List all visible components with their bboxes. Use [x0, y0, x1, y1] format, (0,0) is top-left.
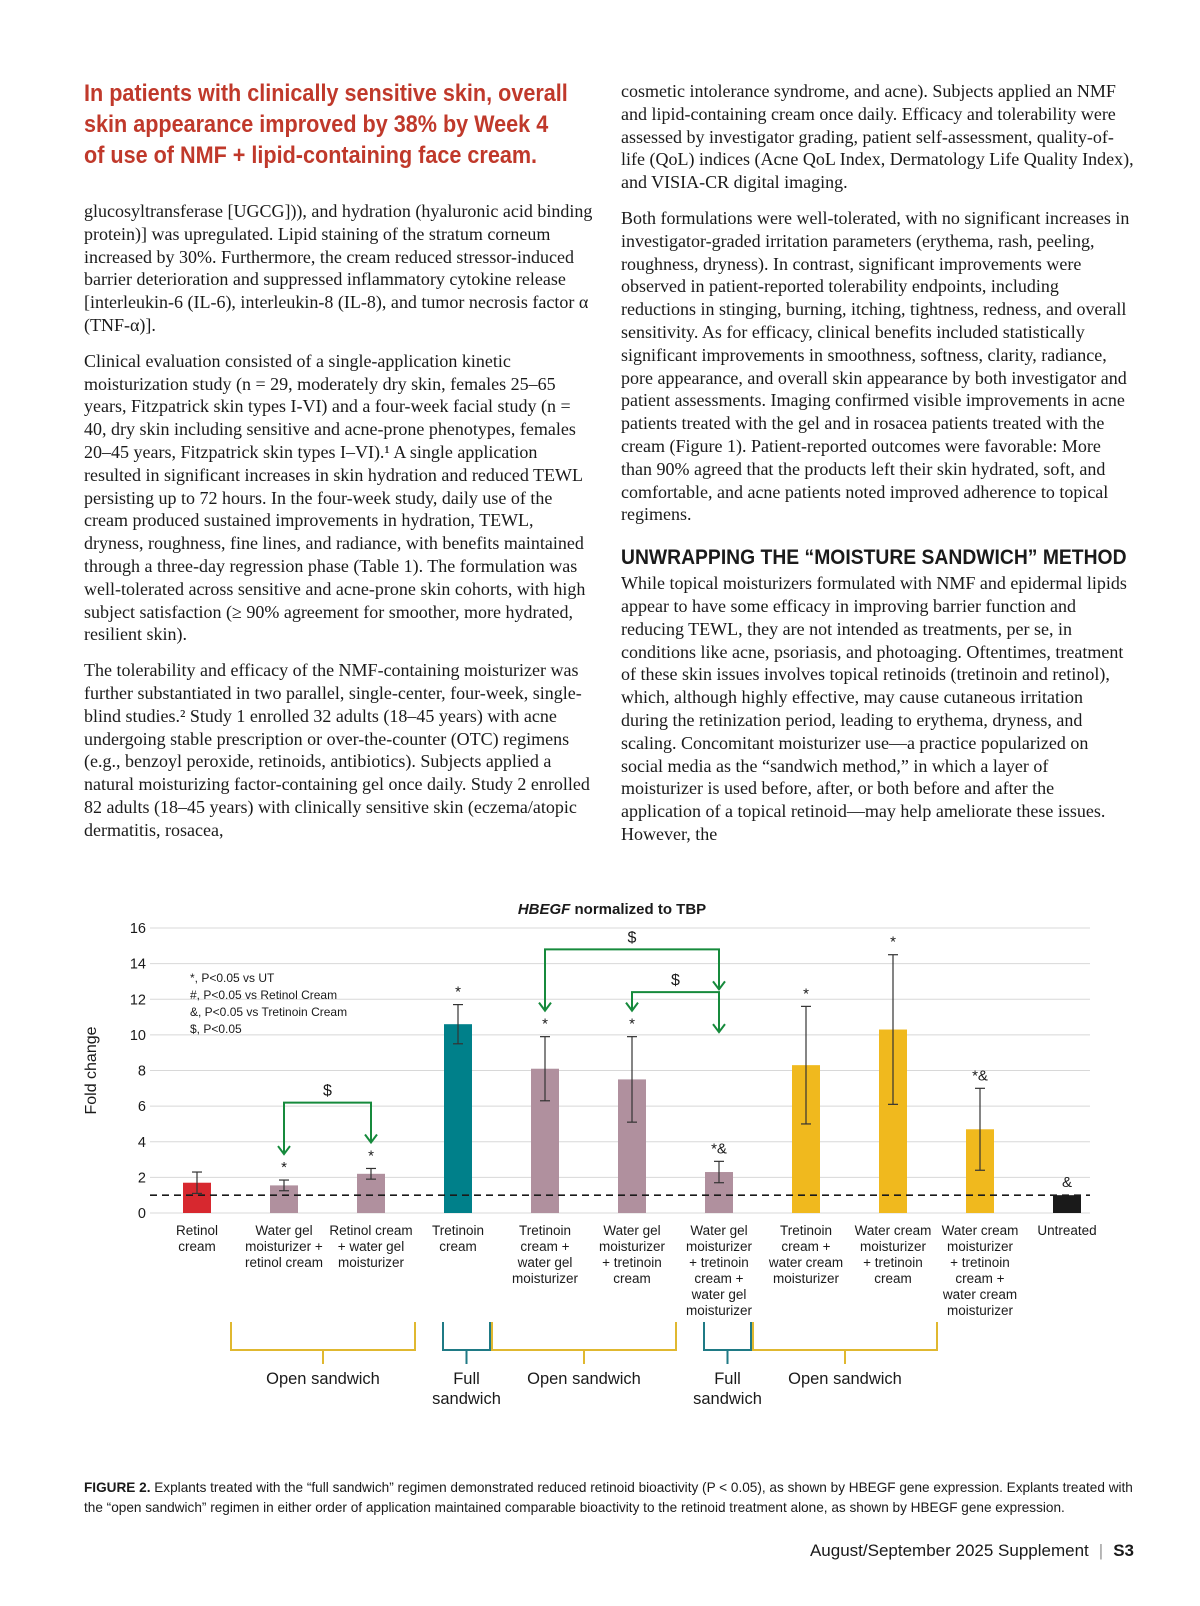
category-label: retinol cream	[244, 1255, 324, 1270]
left-paragraph-2: Clinical evaluation consisted of a single-application kinetic moisturization study (n = 29, moderately dry skin, females 25–65 years, Fitzpatrick skin types I-VI) and a four-week facial study (n = 40, dry skin including sensitive and acne-prone phenotypes, females 20–45 years, Fitzpatrick skin types I–VI).¹ A single application resulted in significant increases in skin hydration and reduced TEWL persisting up to 72 hours. In the four-week study, daily use of the cream produced sustained improvements in hydration, TEWL, dryness, roughness, fine lines, and radiance, with benefits maintained through a three-day regression phase (Table 1). The formulation was well-tolerated across sensitive and acne-prone skin cohorts, with high subject satisfaction (≥ 90% agreement for smoother, more hydrated, resilient skin).	[84, 350, 586, 645]
category-label: moisturizer	[685, 1239, 753, 1254]
footer-separator: |	[1098, 1541, 1104, 1560]
pull-quote	[84, 78, 597, 171]
bar	[1053, 1195, 1081, 1213]
significance-marker: *	[629, 1015, 635, 1033]
right-paragraph-3: While topical moisturizers formulated with NMF and epidermal lipids appear to have some efficacy in improving barrier function and reducing TEWL, they are not intended as treatments, per se, in conditions like acne, psoriasis, and photoaging. Oftentimes, treatment of these skin issues involves topical retinoids (tretinoin and retinol), which, although highly effective, may cause cutaneous irritation during the retinization period, leading to erythema, dryness, and scaling. Concomitant moisturizer use—a practice popularized on social media as the “sandwich method,” in which a layer of moisturizer is used before, after, or both before and after the application of a topical retinoid—may help ameliorate these issues. However, the	[621, 573, 1127, 844]
category-label: water gel	[691, 1287, 747, 1302]
left-column	[84, 200, 594, 855]
category-label: moisturizer	[859, 1239, 927, 1254]
footer-issue: August/September 2025 Supplement	[809, 1541, 1089, 1560]
y-tick-label: 10	[129, 1027, 146, 1044]
group-label: Full	[453, 1370, 480, 1388]
category-label: Water gel	[603, 1223, 661, 1238]
left-paragraph-3: The tolerability and efficacy of the NMF-containing moisturizer was further substantiated in two parallel, single-center, four-week, single-blind studies.² Study 1 enrolled 32 adults (18–45 years) with acne undergoing stable prescription or over-the-counter (OTC) regimens (e.g., benzoyl peroxide, retinoids, antibiotics). Subjects applied a natural moisturizing factor-containing gel once daily. Study 2 enrolled 82 adults (18–45 years) with clinically sensitive skin (eczema/atopic dermatitis, rosacea,	[84, 660, 590, 840]
caption-label: FIGURE 2.	[84, 1480, 151, 1495]
category-label: Water gel	[255, 1223, 313, 1238]
significance-marker: *	[542, 1015, 548, 1033]
category-label: cream +	[694, 1271, 744, 1286]
y-axis-label: Fold change	[83, 1026, 100, 1115]
category-label: + tretinoin	[602, 1255, 662, 1270]
legend-entry: &, P<0.05 vs Tretinoin Cream	[190, 1005, 348, 1019]
significance-marker: *	[455, 983, 461, 1001]
pull-quote-line-3: of use of NMF + lipid-containing face cream.	[84, 142, 538, 169]
figure-2	[0, 900, 1200, 1460]
pull-quote-line-1: In patients with clinically sensitive skin, overall	[84, 80, 568, 107]
significance-label: $	[671, 972, 680, 990]
category-label: moisturizer	[598, 1239, 666, 1254]
legend-entry: *, P<0.05 vs UT	[190, 971, 275, 985]
chart-title: HBEGF normalized to TBP	[517, 901, 707, 919]
category-label: cream +	[520, 1239, 570, 1254]
significance-marker: *	[368, 1147, 374, 1165]
page-footer	[810, 1541, 1134, 1561]
section-heading: UNWRAPPING THE “MOISTURE SANDWICH” METHOD	[621, 546, 1127, 570]
significance-marker: *	[890, 933, 896, 951]
significance-label: $	[323, 1082, 332, 1100]
category-label: + tretinoin	[863, 1255, 923, 1270]
category-label: cream	[439, 1239, 477, 1254]
group-label: Full	[714, 1370, 741, 1388]
y-tick-label: 6	[137, 1099, 146, 1116]
category-label: moisturizer +	[245, 1239, 323, 1254]
group-bracket	[753, 1322, 937, 1350]
right-paragraph-1: cosmetic intolerance syndrome, and acne). Subjects applied an NMF and lipid-containing cream once daily. Efficacy and tolerability were assessed by investigator grading, patient self-assessment, quality-of-life (QoL) indices (Acne QoL Index, Dermatology Life Quality Index), and VISIA-CR digital imaging.	[621, 81, 1134, 193]
category-label: cream	[613, 1271, 651, 1286]
y-tick-label: 4	[137, 1134, 146, 1151]
y-tick-label: 16	[129, 921, 146, 937]
pull-quote-highlight: improved by 38%	[259, 111, 437, 138]
group-label: Open sandwich	[527, 1370, 641, 1388]
significance-marker: &	[1061, 1174, 1073, 1192]
category-label: water cream	[768, 1255, 844, 1270]
significance-marker: *&	[711, 1140, 727, 1158]
category-label: Water gel	[690, 1223, 748, 1238]
category-label: + water gel	[337, 1239, 405, 1254]
y-tick-label: 8	[137, 1063, 146, 1080]
category-label: cream	[178, 1239, 216, 1254]
significance-bracket	[284, 1103, 371, 1154]
category-label: Retinol	[175, 1223, 219, 1238]
significance-marker: *&	[972, 1067, 988, 1085]
group-label: sandwich	[693, 1390, 762, 1408]
significance-label: $	[627, 929, 637, 947]
category-label: Tretinoin	[431, 1223, 485, 1238]
group-bracket	[704, 1322, 751, 1350]
legend-entry: #, P<0.05 vs Retinol Cream	[190, 988, 338, 1002]
category-label: Tretinoin	[779, 1223, 833, 1238]
pull-quote-line-2a: skin appearance	[84, 111, 260, 138]
category-label: + tretinoin	[689, 1255, 749, 1270]
category-label: water cream	[942, 1287, 1018, 1302]
significance-bracket	[632, 992, 719, 1032]
category-label: moisturizer	[946, 1303, 1014, 1318]
group-label: Open sandwich	[266, 1370, 380, 1388]
category-label: cream	[874, 1271, 912, 1286]
right-paragraph-2: Both formulations were well-tolerated, with no significant increases in investigator-graded irritation parameters (erythema, rash, peeling, roughness, dryness). In contrast, significant improvements were observed in patient-reported tolerability endpoints, including reductions in stinging, burning, itching, tightness, redness, and overall sensitivity. As for efficacy, clinical benefits included statistically significant improvements in smoothness, softness, clarity, radiance, pore appearance, and overall skin appearance by both investigator and patient assessments. Imaging confirmed visible improvements in acne patients treated with the gel and in rosacea patients treated with the cream (Figure 1). Patient-reported outcomes were favorable: More than 90% agreed that the products left their skin hydrated, soft, and comfortable, and acne patients noted improved adherence to topical regimens.	[621, 207, 1130, 525]
left-paragraph-1: glucosyltransferase [UGCG])), and hydration (hyaluronic acid binding protein)] was upregulated. Lipid staining of the stratum corneum increased by 30%. Furthermore, the cream reduced stressor-induced barrier deterioration and suppressed inflammatory cytokine release [interleukin-6 (IL-6), interleukin-8 (IL-8), and tumor necrosis factor α (TNF-α)].	[84, 201, 593, 335]
category-label: moisturizer	[946, 1239, 1014, 1254]
category-label: moisturizer	[772, 1271, 840, 1286]
bar	[444, 1024, 472, 1213]
category-label: Tretinoin	[518, 1223, 572, 1238]
right-column	[621, 80, 1134, 859]
legend-entry: $, P<0.05	[190, 1022, 242, 1036]
group-bracket	[492, 1322, 676, 1350]
group-label: sandwich	[432, 1390, 501, 1408]
category-label: Water cream	[941, 1223, 1019, 1238]
category-label: cream +	[955, 1271, 1005, 1286]
category-label: Water cream	[854, 1223, 932, 1238]
category-label: Retinol cream	[329, 1223, 413, 1238]
caption-text: Explants treated with the “full sandwich” regimen demonstrated reduced retinoid bioactivity (P < 0.05), as shown by HBEGF gene expression. Explants treated with the “open sandwich” regimen in either order of application maintained comparable bioactivity to the retinoid treatment alone, as shown by HBEGF gene expression.	[84, 1480, 1133, 1515]
category-label: water gel	[517, 1255, 573, 1270]
group-bracket	[231, 1322, 415, 1350]
category-label: cream +	[781, 1239, 831, 1254]
pull-quote-line-2	[84, 109, 597, 140]
category-label: + tretinoin	[950, 1255, 1010, 1270]
significance-marker: *	[803, 985, 809, 1003]
group-label: Open sandwich	[788, 1370, 902, 1388]
category-label: Untreated	[1037, 1223, 1097, 1238]
y-tick-label: 14	[129, 956, 146, 973]
y-tick-label: 2	[137, 1170, 146, 1187]
group-bracket	[443, 1322, 490, 1350]
hbegf-bar-chart	[0, 900, 1200, 1460]
y-tick-label: 12	[129, 992, 146, 1009]
category-label: moisturizer	[337, 1255, 405, 1270]
significance-marker: *	[281, 1159, 287, 1177]
pull-quote-line-2c: by Week 4	[436, 111, 549, 138]
category-label: moisturizer	[511, 1271, 579, 1286]
figure-caption	[84, 1478, 1134, 1518]
y-tick-label: 0	[137, 1206, 146, 1222]
category-label: moisturizer	[685, 1303, 753, 1318]
page-number: S3	[1113, 1541, 1134, 1560]
